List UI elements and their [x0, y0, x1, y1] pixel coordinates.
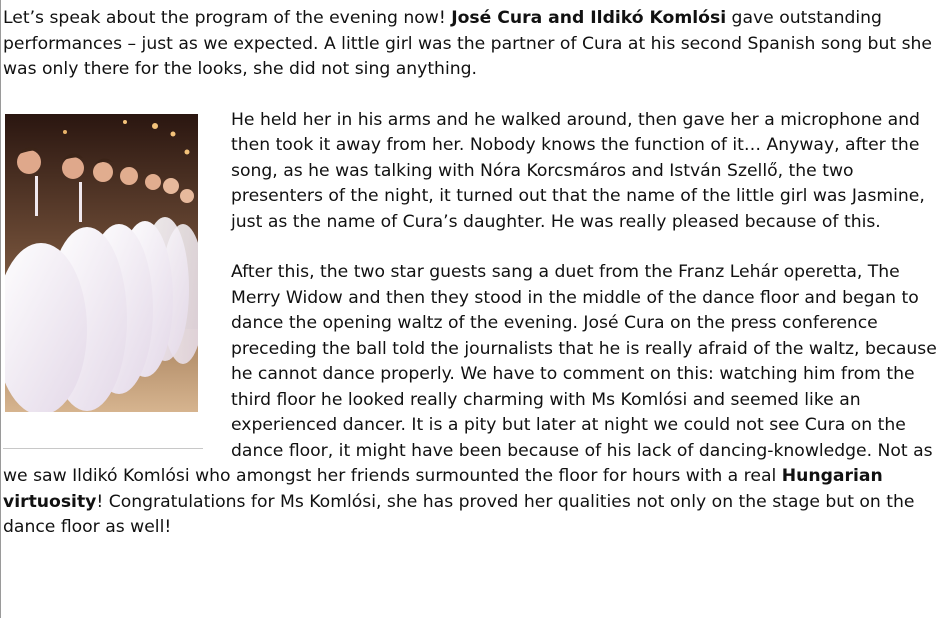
- article-figure: [3, 108, 231, 458]
- paragraph-3-text-start: After this, the two star guests sang a duet from the Franz Lehár operetta, The Merry Widow and then they stood in the middle of the dance floor and began to dance the opening waltz of the evening. José Cura on the press conference preceding the ball told the journalists that he is really afraid of the waltz, because he cannot dance properly. We have to comment on this: watching him from the third floor he looked really charming with Ms Komlósi and seemed like an experienced dancer. It is a pity but later at night we could not see Cura on the dance floor, it might have been because of his lack of dancing-knowledge. Not as we saw Ildikó Komlósi who amongst her friends surmounted the floor for hours with a real: [3, 262, 937, 486]
- article: [3, 6, 943, 541]
- paragraph-3-bold-phrase: Hungarian virtuosity: [3, 466, 883, 512]
- ballroom-dancers-image: [5, 114, 198, 412]
- paragraph-2: He held her in his arms and he walked around, then gave her a microphone and then took it away from her. Nobody knows the function of it… Anyway, after the song, as he was talking with Nóra Korcsmáros and István Szellő, the two presenters of the night, it turned out that the name of the little girl was Jasmine, just as the name of Cura’s daughter. He was really pleased because of this.: [231, 109, 925, 232]
- left-border-rule: [0, 0, 1, 618]
- ballroom-dancers-photo: [5, 114, 198, 412]
- intro-text-start: Let’s speak about the program of the evening now!: [3, 8, 452, 28]
- intro-paragraph: [3, 6, 943, 83]
- intro-bold-names: José Cura and Ildikó Komlósi: [451, 8, 727, 28]
- intro-text-end: gave outstanding performances – just as we expected. A little girl was the partner of Cura at his second Spanish song but she was only there for the looks, she did not sing anything.: [3, 8, 932, 79]
- figure-divider: [3, 448, 203, 449]
- paragraph-3-text-end: ! Congratulations for Ms Komlósi, she has proved her qualities not only on the stage but on the dance floor as well!: [3, 491, 915, 537]
